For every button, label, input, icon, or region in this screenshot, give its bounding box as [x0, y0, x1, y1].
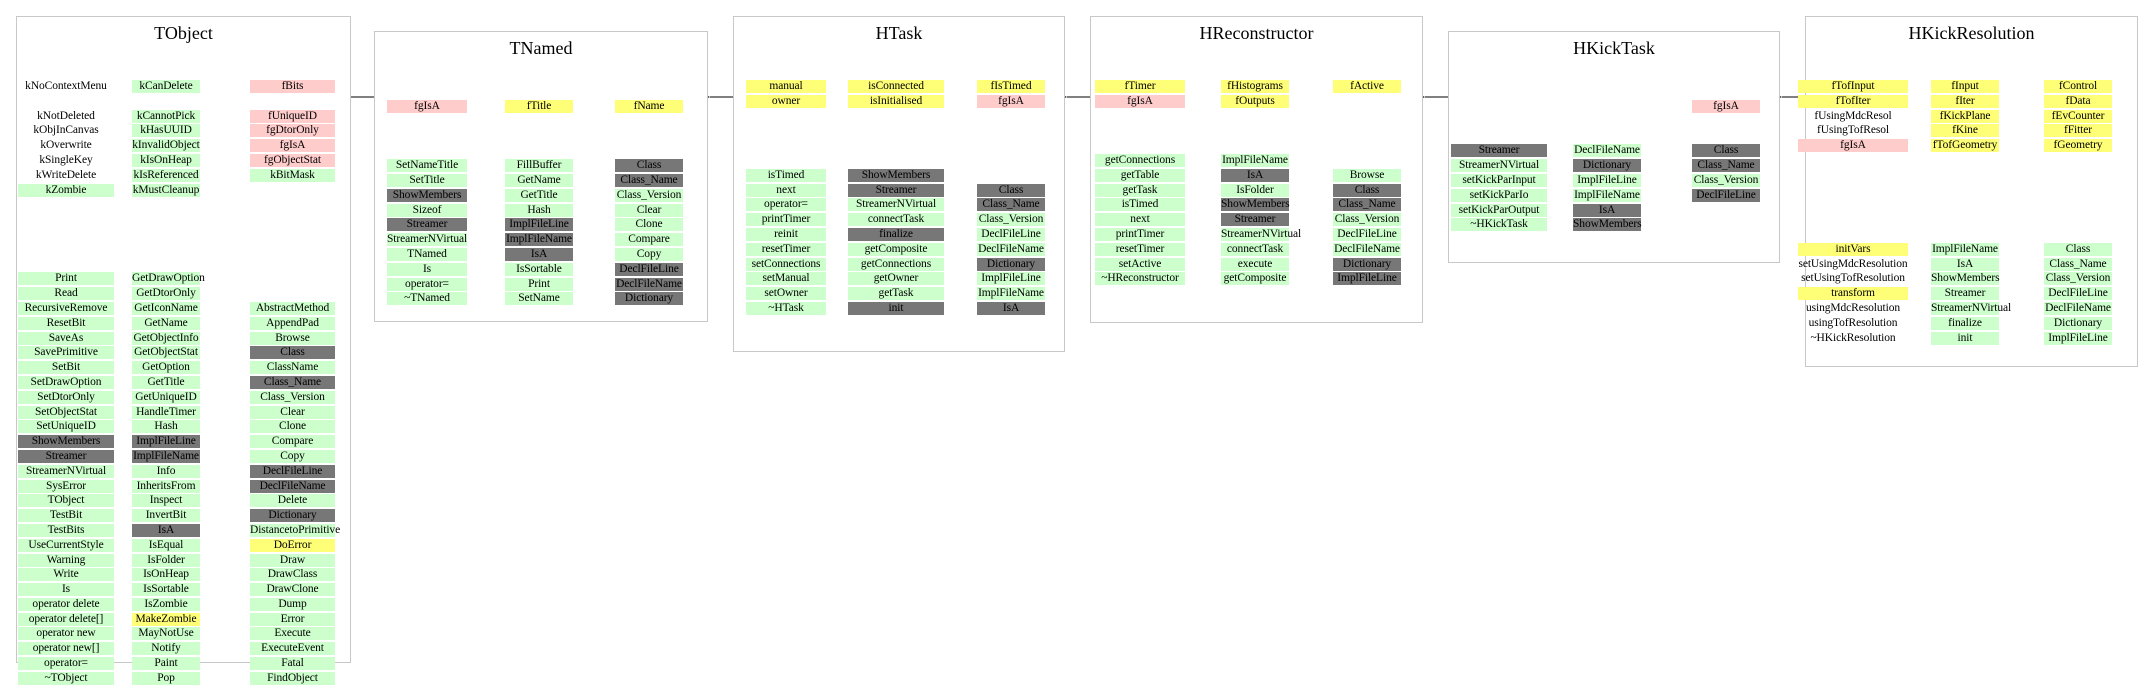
- class-member: fBits: [250, 80, 335, 93]
- class-member: IsA: [1221, 169, 1289, 182]
- class-member: Paint: [132, 657, 200, 670]
- class-member: ShowMembers: [387, 189, 467, 202]
- class-member: setManual: [746, 272, 826, 285]
- class-box-hreconstructor: [1090, 16, 1423, 323]
- class-column: [2044, 80, 2112, 346]
- class-member: kInvalidObject: [132, 139, 200, 152]
- class-member: Is: [18, 583, 114, 596]
- class-box-hkicktask: [1448, 31, 1780, 263]
- class-member: operator new[]: [18, 642, 114, 655]
- class-member: kIsOnHeap: [132, 154, 200, 167]
- class-member: TObject: [18, 494, 114, 507]
- class-member: Fatal: [250, 657, 335, 670]
- class-member: isConnected: [848, 80, 944, 93]
- class-member: connectTask: [848, 213, 944, 226]
- class-member: kObjInCanvas: [33, 124, 99, 137]
- class-member: usingMdcResolution: [1805, 301, 1901, 314]
- class-member: IsA: [505, 248, 573, 261]
- class-member: ShowMembers: [18, 435, 114, 448]
- class-member: isTimed: [1095, 198, 1185, 211]
- class-member: Error: [250, 613, 335, 626]
- class-member: Notify: [132, 642, 200, 655]
- class-member: Streamer: [1451, 144, 1547, 157]
- class-member: fUniqueID: [250, 110, 335, 123]
- class-member: DistancetoPrimitive: [250, 523, 341, 536]
- class-member: SetName: [505, 292, 573, 305]
- class-member: ImplFileLine: [1333, 272, 1401, 285]
- class-member: Compare: [615, 233, 683, 246]
- class-member: fgIsA: [1798, 139, 1908, 152]
- class-member: finalize: [848, 228, 944, 241]
- class-member: Print: [18, 272, 114, 285]
- class-member: Class_Name: [2044, 258, 2112, 271]
- class-member: Inspect: [132, 494, 200, 507]
- class-member: InheritsFrom: [132, 480, 200, 493]
- class-member: next: [1095, 213, 1185, 226]
- class-member: ResetBit: [18, 317, 114, 330]
- class-member: getComposite: [1221, 272, 1289, 285]
- class-member: ImplFileName: [1932, 242, 1998, 255]
- class-member: StreamerNVirtual: [18, 465, 114, 478]
- class-member: fData: [2044, 95, 2112, 108]
- class-member: Class_Version: [2045, 272, 2111, 285]
- class-member: fFitter: [2044, 124, 2112, 137]
- class-member: ImplFileLine: [1573, 174, 1641, 187]
- class-member: getTask: [1095, 184, 1185, 197]
- class-member: Compare: [250, 435, 335, 448]
- class-column: [977, 80, 1045, 317]
- class-box-hkickresolution: [1798, 16, 2138, 367]
- class-member: IsFolder: [1221, 184, 1289, 197]
- class-member: getOwner: [848, 272, 944, 285]
- class-member: finalize: [1931, 317, 1999, 330]
- class-member: manual: [746, 80, 826, 93]
- class-member: isInitialised: [848, 95, 944, 108]
- class-member: StreamerNVirtual: [1931, 301, 2012, 314]
- class-member: Class_Version: [978, 213, 1044, 226]
- class-member: Dictionary: [250, 509, 335, 522]
- class-member: fOutputs: [1221, 95, 1289, 108]
- class-member: GetObjectInfo: [133, 331, 199, 344]
- class-member: GetObjectStat: [132, 346, 200, 359]
- class-member: connectTask: [1221, 243, 1289, 256]
- class-member: setUsingMdcResolution: [1798, 257, 1908, 270]
- class-member: ShowMembers: [1221, 198, 1290, 211]
- class-member: ~HKickResolution: [1810, 331, 1896, 344]
- class-member: operator=: [18, 657, 114, 670]
- class-member: fKine: [1931, 124, 1999, 137]
- class-member: DeclFileLine: [615, 263, 683, 276]
- class-member: initVars: [1798, 243, 1908, 256]
- class-member: Streamer: [1221, 213, 1289, 226]
- class-column: [1573, 100, 1641, 233]
- class-member: ~HTask: [746, 302, 826, 315]
- class-member: operator=: [746, 198, 826, 211]
- class-member: fHistograms: [1221, 80, 1289, 93]
- class-member: operator delete: [18, 598, 114, 611]
- class-member: kZombie: [18, 184, 114, 197]
- class-member: ~TObject: [18, 672, 114, 685]
- class-member: DeclFileLine: [977, 228, 1045, 241]
- class-member: kOverwrite: [40, 139, 92, 152]
- class-member: GetTitle: [505, 189, 573, 202]
- class-member: operator=: [387, 278, 467, 291]
- class-member: fName: [615, 100, 683, 113]
- class-member: Class: [1333, 184, 1401, 197]
- class-member: Warning: [18, 554, 114, 567]
- class-member: Clear: [250, 406, 335, 419]
- class-member: ShowMembers: [848, 169, 944, 182]
- class-member: IsA: [1931, 258, 1999, 271]
- class-member: SetObjectStat: [18, 406, 114, 419]
- class-member: Clear: [615, 204, 683, 217]
- class-member: MakeZombie: [132, 613, 200, 626]
- class-member: GetName: [505, 174, 573, 187]
- class-member: ImplFileLine: [2044, 332, 2112, 345]
- class-member: DrawClass: [250, 568, 335, 581]
- class-member: GetDrawOption: [132, 272, 205, 285]
- class-member: kBitMask: [250, 169, 335, 182]
- class-member: kCanDelete: [132, 80, 200, 93]
- class-member: owner: [746, 95, 826, 108]
- class-member: SaveAs: [18, 332, 114, 345]
- class-member: execute: [1221, 258, 1289, 271]
- class-member: TestBit: [18, 509, 114, 522]
- class-member: fgIsA: [1692, 100, 1760, 113]
- class-member: ImplFileName: [133, 449, 199, 462]
- class-column: [1798, 80, 1908, 346]
- class-member: FindObject: [250, 672, 335, 685]
- class-member: Class_Version: [616, 188, 682, 201]
- class-member: ImplFileName: [506, 233, 572, 246]
- class-member: setKickParOutput: [1451, 204, 1547, 217]
- class-member: UseCurrentStyle: [18, 539, 114, 552]
- class-member: printTimer: [746, 213, 826, 226]
- class-member: Draw: [250, 554, 335, 567]
- class-member: Class_Name: [615, 174, 683, 187]
- class-member: getComposite: [848, 243, 944, 256]
- class-member: SysError: [18, 480, 114, 493]
- class-member: ShowMembers: [1573, 218, 1642, 231]
- class-member: init: [848, 302, 944, 315]
- class-member: fgIsA: [387, 100, 467, 113]
- class-column: [746, 80, 826, 317]
- class-member: setOwner: [746, 287, 826, 300]
- class-member: printTimer: [1095, 228, 1185, 241]
- class-member: SetDtorOnly: [18, 391, 114, 404]
- class-member: DeclFileName: [616, 277, 682, 290]
- class-box-htask: [733, 16, 1065, 352]
- class-member: Delete: [250, 494, 335, 507]
- class-member: resetTimer: [746, 243, 826, 256]
- class-member: fgIsA: [1095, 95, 1185, 108]
- class-member: GetUniqueID: [132, 391, 200, 404]
- class-member: IsOnHeap: [132, 568, 200, 581]
- class-member: fUsingTofResol: [1817, 124, 1889, 137]
- class-member: Class_Name: [977, 198, 1045, 211]
- class-member: IsEqual: [132, 539, 200, 552]
- class-member: Streamer: [18, 450, 114, 463]
- class-box-tnamed: [374, 31, 708, 322]
- class-member: fActive: [1333, 80, 1401, 93]
- class-column: [1451, 100, 1547, 233]
- class-member: ImplFileLine: [132, 435, 200, 448]
- class-member: IsA: [977, 302, 1045, 315]
- class-member: kSingleKey: [39, 153, 93, 166]
- class-member: next: [746, 184, 826, 197]
- class-member: init: [1931, 332, 1999, 345]
- class-box-tobject: [16, 16, 351, 684]
- class-member: Hash: [132, 420, 200, 433]
- class-member: Class: [1692, 144, 1760, 157]
- class-member: ~HReconstructor: [1095, 272, 1185, 285]
- class-member: Class_Name: [1692, 159, 1760, 172]
- class-member: FillBuffer: [505, 159, 573, 172]
- class-member: Dictionary: [615, 292, 683, 305]
- class-member: ImplFileLine: [977, 272, 1045, 285]
- class-title: TObject: [154, 23, 213, 43]
- class-member: setKickParInput: [1451, 174, 1547, 187]
- class-member: Streamer: [848, 184, 944, 197]
- class-member: ~TNamed: [387, 292, 467, 305]
- class-member: GetDtorOnly: [132, 287, 200, 300]
- class-member: Pop: [132, 672, 200, 685]
- class-member: fgIsA: [977, 95, 1045, 108]
- class-member: SetDrawOption: [18, 376, 114, 389]
- class-member: Streamer: [387, 218, 467, 231]
- class-member: DeclFileLine: [1333, 228, 1401, 241]
- class-column: [615, 100, 683, 307]
- class-member: StreamerNVirtual: [387, 233, 468, 246]
- class-member: getConnections: [1095, 154, 1185, 167]
- class-column: [1333, 80, 1401, 287]
- class-member: DeclFileName: [250, 480, 335, 493]
- class-member: setUsingTofResolution: [1801, 272, 1905, 285]
- class-member: Class: [250, 346, 335, 359]
- class-member: kNotDeleted: [37, 109, 95, 122]
- class-title: HReconstructor: [1199, 23, 1314, 43]
- class-member: Dictionary: [1573, 159, 1641, 172]
- class-member: RecursiveRemove: [18, 302, 114, 315]
- class-member: Dictionary: [977, 258, 1045, 271]
- class-member: TestBits: [18, 524, 114, 537]
- class-member: kNoContextMenu: [25, 80, 107, 92]
- class-member: fIter: [1931, 95, 1999, 108]
- class-member: fGeometry: [2044, 139, 2112, 152]
- class-member: GetName: [132, 317, 200, 330]
- class-title: TNamed: [509, 38, 573, 58]
- class-column: [1931, 80, 2012, 346]
- class-member: fUsingMdcResol: [1814, 109, 1892, 122]
- class-member: Copy: [250, 450, 335, 463]
- class-member: fTimer: [1095, 80, 1185, 93]
- class-member: DoError: [250, 539, 335, 552]
- class-member: fKickPlane: [1931, 110, 1999, 123]
- class-member: fTofIter: [1798, 95, 1908, 108]
- class-member: reinit: [746, 228, 826, 241]
- class-column: [1692, 100, 1760, 204]
- class-member: kCannotPick: [132, 110, 200, 123]
- class-member: GetIconName: [132, 302, 200, 315]
- class-title: HTask: [875, 23, 923, 43]
- class-member: StreamerNVirtual: [1221, 227, 1302, 240]
- class-member: ImplFileName: [1222, 153, 1288, 166]
- class-member: IsZombie: [132, 598, 200, 611]
- class-title: HKickResolution: [1908, 23, 2035, 43]
- class-member: Execute: [250, 627, 335, 640]
- class-member: GetOption: [132, 361, 200, 374]
- class-member: ImplFileName: [1574, 188, 1640, 201]
- class-member: DeclFileName: [1574, 144, 1640, 157]
- class-member: Sizeof: [387, 204, 467, 217]
- class-member: SetBit: [18, 361, 114, 374]
- class-member: Dictionary: [2044, 317, 2112, 330]
- class-column: [1221, 80, 1302, 287]
- class-member: fEvCounter: [2044, 110, 2112, 123]
- class-member: InvertBit: [132, 509, 200, 522]
- class-member: ~HKickTask: [1451, 218, 1547, 231]
- class-member: fTofGeometry: [1932, 139, 1998, 152]
- class-member: SetTitle: [387, 174, 467, 187]
- class-member: transform: [1798, 287, 1908, 300]
- class-member: Class: [615, 159, 683, 172]
- class-member: fIsTimed: [977, 80, 1045, 93]
- class-member: StreamerNVirtual: [848, 198, 944, 211]
- class-member: Clone: [250, 420, 335, 433]
- class-column: [250, 80, 341, 687]
- class-member: ClassName: [250, 361, 335, 374]
- class-member: getTask: [848, 287, 944, 300]
- class-member: ImplFileName: [978, 287, 1044, 300]
- class-member: setConnections: [746, 258, 826, 271]
- class-member: TNamed: [387, 248, 467, 261]
- class-member: usingTofResolution: [1808, 316, 1898, 329]
- class-member: operator delete[]: [18, 613, 114, 626]
- class-member: Class_Version: [1693, 173, 1759, 186]
- class-member: fTitle: [505, 100, 573, 113]
- class-member: Clone: [615, 218, 683, 231]
- class-column: [387, 100, 467, 307]
- class-member: isTimed: [746, 169, 826, 182]
- class-member: Browse: [250, 332, 335, 345]
- class-member: Write: [18, 568, 114, 581]
- class-member: fTofInput: [1798, 80, 1908, 93]
- class-member: fControl: [2044, 80, 2112, 93]
- class-member: getTable: [1095, 169, 1185, 182]
- class-member: Print: [505, 278, 573, 291]
- class-member: operator new: [18, 627, 114, 640]
- class-member: StreamerNVirtual: [1451, 159, 1547, 172]
- class-member: HandleTimer: [132, 406, 200, 419]
- class-member: MayNotUse: [132, 627, 200, 640]
- class-member: Class: [2044, 243, 2112, 256]
- class-member: Streamer: [1931, 287, 1999, 300]
- class-column: [18, 80, 114, 687]
- class-member: fInput: [1931, 80, 1999, 93]
- class-member: Copy: [615, 248, 683, 261]
- class-member: ImplFileLine: [505, 218, 573, 231]
- class-column: [1095, 80, 1185, 287]
- class-member: DrawClone: [250, 583, 335, 596]
- class-member: Dump: [250, 598, 335, 611]
- class-member: DeclFileName: [1334, 242, 1400, 255]
- class-member: kHasUUID: [132, 124, 200, 137]
- class-column: [132, 80, 205, 687]
- class-member: resetTimer: [1095, 243, 1185, 256]
- class-member: ShowMembers: [1931, 272, 2000, 285]
- class-member: Browse: [1333, 169, 1401, 182]
- class-member: getConnections: [848, 258, 944, 271]
- class-member: Is: [387, 263, 467, 276]
- class-member: Class_Version: [1334, 213, 1400, 226]
- class-member: Dictionary: [1333, 258, 1401, 271]
- class-member: SavePrimitive: [18, 346, 114, 359]
- class-member: SetNameTitle: [387, 159, 467, 172]
- class-member: fgObjectStat: [250, 154, 335, 167]
- class-member: Class_Name: [250, 376, 335, 389]
- class-column: [505, 100, 573, 307]
- class-member: kMustCleanup: [132, 183, 200, 196]
- class-member: fgDtorOnly: [250, 124, 335, 137]
- class-member: Read: [18, 287, 114, 300]
- class-member: IsA: [1573, 204, 1641, 217]
- class-title: HKickTask: [1573, 38, 1655, 58]
- class-member: setActive: [1095, 258, 1185, 271]
- class-member: GetTitle: [132, 376, 200, 389]
- class-member: Class: [977, 184, 1045, 197]
- class-member: kIsReferenced: [133, 168, 199, 181]
- class-member: DeclFileName: [2045, 301, 2111, 314]
- class-member: kWriteDelete: [35, 168, 97, 181]
- class-member: IsSortable: [132, 583, 200, 596]
- class-member: IsSortable: [505, 263, 573, 276]
- class-member: Hash: [505, 204, 573, 217]
- class-member: IsFolder: [132, 554, 200, 567]
- class-member: DeclFileName: [978, 242, 1044, 255]
- class-member: DeclFileLine: [1692, 189, 1760, 202]
- class-member: setKickParIo: [1451, 189, 1547, 202]
- class-column: [848, 80, 944, 317]
- class-member: Class_Name: [1333, 198, 1401, 211]
- class-member: AbstractMethod: [250, 302, 335, 315]
- class-member: AppendPad: [250, 317, 335, 330]
- class-member: Info: [132, 465, 200, 478]
- class-member: IsA: [132, 524, 200, 537]
- class-member: DeclFileLine: [2044, 287, 2112, 300]
- class-member: DeclFileLine: [250, 465, 335, 478]
- class-member: ExecuteEvent: [250, 642, 335, 655]
- class-member: SetUniqueID: [18, 420, 114, 433]
- class-member: fgIsA: [250, 139, 335, 152]
- class-member: Class_Version: [250, 391, 335, 404]
